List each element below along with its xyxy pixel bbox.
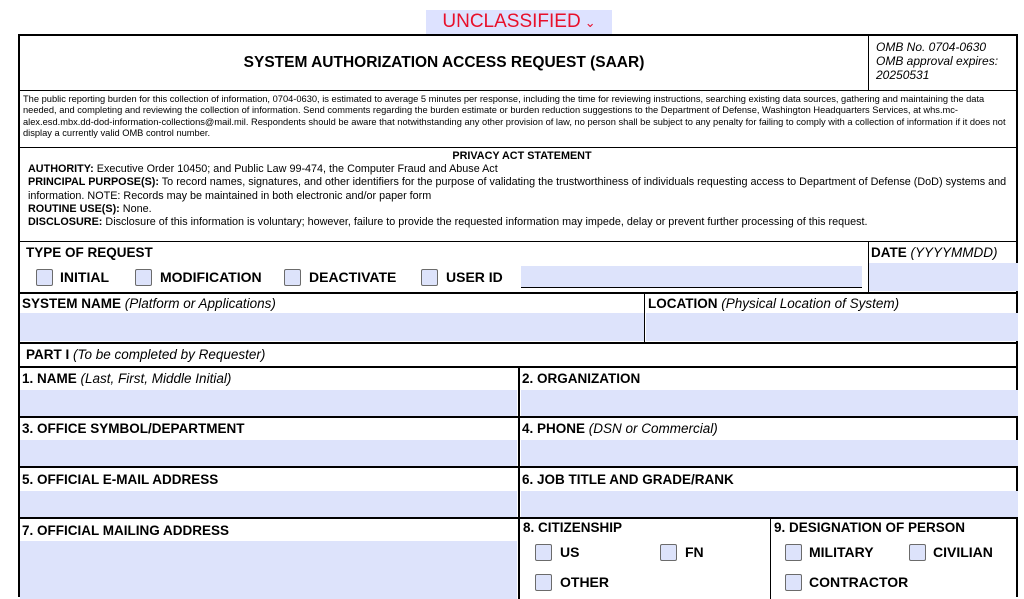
divider xyxy=(770,517,771,599)
organization-input[interactable] xyxy=(521,390,1018,416)
designation-label: 9. DESIGNATION OF PERSON xyxy=(774,520,966,535)
phone-input[interactable] xyxy=(521,440,1018,466)
omb-info xyxy=(876,40,1016,82)
mailing-address-input[interactable] xyxy=(20,541,517,599)
date-label: DATE (YYYYMMDD) xyxy=(871,245,998,260)
user-id-checkbox[interactable] xyxy=(421,269,438,286)
mailing-address-label: 7. OFFICIAL MAILING ADDRESS xyxy=(22,523,230,538)
civilian-checkbox[interactable] xyxy=(909,544,926,561)
initial-label: INITIAL xyxy=(60,269,109,285)
us-label: US xyxy=(560,544,580,560)
military-label: MILITARY xyxy=(809,544,874,560)
name-label: 1. NAME (Last, First, Middle Initial) xyxy=(22,371,232,386)
organization-label: 2. ORGANIZATION xyxy=(522,371,641,386)
chevron-down-icon: ⌄ xyxy=(584,15,596,30)
divider xyxy=(20,90,1016,91)
divider xyxy=(644,292,645,342)
divider xyxy=(20,342,1016,344)
burden-statement: The public reporting burden for this collection of information, 0704-0630, is estimated to average 5 minutes per response, including the time for reviewing instructions, searching existing data sources, gathering and maintaining the data needed, and completing and reviewing the collection of information. Send comments regarding the burden estimate or burden reduction suggestions to the Department of Defense, Washington Headquarters Services, at whs.mc-alex.esd.mbx.dd-dod-information-collections@mail.mil. Respondents should be aware that notwithstanding any other provision of law, no person shall be subject to any penalty for failing to comply with a collection of information if it does not display a currently valid OMB control number. xyxy=(23,94,1006,138)
divider xyxy=(20,241,1016,242)
user-id-label: USER ID xyxy=(446,269,503,285)
contractor-label: CONTRACTOR xyxy=(809,574,909,590)
deactivate-checkbox[interactable] xyxy=(284,269,301,286)
phone-label: 4. PHONE (DSN or Commercial) xyxy=(522,421,718,436)
other-checkbox[interactable] xyxy=(535,574,552,591)
privacy-disclosure: DISCLOSURE: Disclosure of this information is voluntary; however, failure to provide the requested information may impede, delay or prevent further processing of this request. xyxy=(28,216,868,229)
divider xyxy=(518,366,520,599)
email-label: 5. OFFICIAL E-MAIL ADDRESS xyxy=(22,472,219,487)
divider xyxy=(20,517,1016,519)
us-checkbox[interactable] xyxy=(535,544,552,561)
military-checkbox[interactable] xyxy=(785,544,802,561)
privacy-act-statement xyxy=(28,150,1016,229)
civilian-label: CIVILIAN xyxy=(933,544,993,560)
saar-form xyxy=(18,34,1018,597)
other-label: OTHER xyxy=(560,574,609,590)
system-name-label: SYSTEM NAME (Platform or Applications) xyxy=(22,296,276,311)
email-input[interactable] xyxy=(20,491,517,517)
fn-checkbox[interactable] xyxy=(660,544,677,561)
omb-number: OMB No. 0704-0630 xyxy=(876,40,987,54)
user-id-input[interactable] xyxy=(521,266,862,288)
name-input[interactable] xyxy=(20,390,517,416)
initial-checkbox[interactable] xyxy=(36,269,53,286)
modification-checkbox[interactable] xyxy=(135,269,152,286)
modification-label: MODIFICATION xyxy=(160,269,262,285)
type-of-request-label: TYPE OF REQUEST xyxy=(26,245,153,260)
divider xyxy=(868,36,869,90)
deactivate-label: DEACTIVATE xyxy=(309,269,397,285)
divider xyxy=(20,416,1016,418)
divider xyxy=(20,292,1016,294)
form-title: SYSTEM AUTHORIZATION ACCESS REQUEST (SAAR) xyxy=(243,54,645,71)
office-symbol-input[interactable] xyxy=(20,440,517,466)
classification-banner[interactable] xyxy=(426,10,612,34)
privacy-purpose: PRINCIPAL PURPOSE(S): To record names, signatures, and other identifiers for the purpose of validating the trustworthiness of individuals requesting access to Department of Defense (DoD) systems and information. NOTE: Records may be maintained in both electronic and/or paper form xyxy=(28,176,1007,202)
omb-expires-label: OMB approval expires: xyxy=(876,54,999,68)
divider xyxy=(20,147,1016,148)
location-label: LOCATION (Physical Location of System) xyxy=(648,296,900,311)
citizenship-label: 8. CITIZENSHIP xyxy=(523,520,623,535)
location-input[interactable] xyxy=(646,313,1018,341)
omb-expires-date: 20250531 xyxy=(876,68,930,82)
classification-label: UNCLASSIFIED xyxy=(442,11,581,32)
date-input[interactable] xyxy=(869,263,1018,291)
privacy-heading: PRIVACY ACT STATEMENT xyxy=(452,150,592,162)
job-title-input[interactable] xyxy=(521,491,1018,517)
job-title-label: 6. JOB TITLE AND GRADE/RANK xyxy=(522,472,734,487)
privacy-routine-use: ROUTINE USE(S): None. xyxy=(28,202,152,215)
divider xyxy=(20,466,1016,468)
privacy-authority: AUTHORITY: Executive Order 10450; and Public Law 99-474, the Computer Fraud and Abuse Act xyxy=(28,163,498,176)
fn-label: FN xyxy=(685,544,704,560)
system-name-input[interactable] xyxy=(20,313,644,341)
contractor-checkbox[interactable] xyxy=(785,574,802,591)
part-one-label: PART I (To be completed by Requester) xyxy=(26,347,266,362)
office-symbol-label: 3. OFFICE SYMBOL/DEPARTMENT xyxy=(22,421,245,436)
